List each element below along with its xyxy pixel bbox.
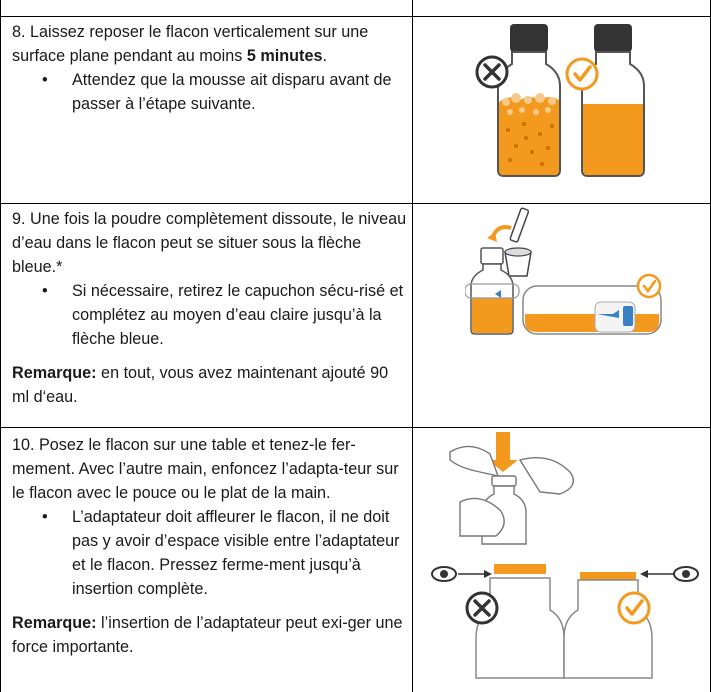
step-10-note: Remarque: l’insertion de l’adaptateur peut exi-ger une force importante. (12, 614, 403, 656)
eye-icon (432, 567, 456, 581)
step-9-text (12, 207, 407, 409)
step-8-bullet: • Attendez que la mousse ait disparu avant de passer à l’étape suivante. (12, 68, 407, 116)
step-8-intro: 8. Laissez reposer le flacon verticalement sur une surface plane pendant au moins 5 minutes. (12, 23, 369, 65)
foam-bottles-illustration (470, 20, 650, 180)
adapter-flush-illustration (428, 548, 708, 688)
step-9-bullet: • Si nécessaire, retirez le capuchon sécu-risé et complétez au moyen d’eau claire jusqu’à la flèche bleue. (12, 279, 407, 351)
eye-icon (674, 567, 698, 581)
step-9-intro: 9. Une fois la poudre complètement dissoute, le niveau d’eau dans le flacon peut se situer sous la flèche bleue.* (12, 210, 407, 276)
step-10-intro: 10. Posez le flacon sur une table et tenez-le fer-mement. Avec l’autre main, enfoncez l’adapta-teur sur le flacon avec le pouce ou le plat de la main. (12, 436, 399, 502)
water-level-illustration (465, 206, 665, 338)
step-10-bullet: • L’adaptateur doit affleurer le flacon, il ne doit pas y avoir d’espace visible entre l’adaptateur et le flacon. Pressez ferme-ment jusqu’à insertion complète. (12, 505, 407, 601)
step-10-text (12, 433, 407, 659)
step-8-text (12, 20, 407, 116)
step-9-note: Remarque: en tout, vous avez maintenant ajouté 90 ml d‘eau. (12, 364, 389, 406)
press-adapter-illustration (440, 432, 590, 550)
